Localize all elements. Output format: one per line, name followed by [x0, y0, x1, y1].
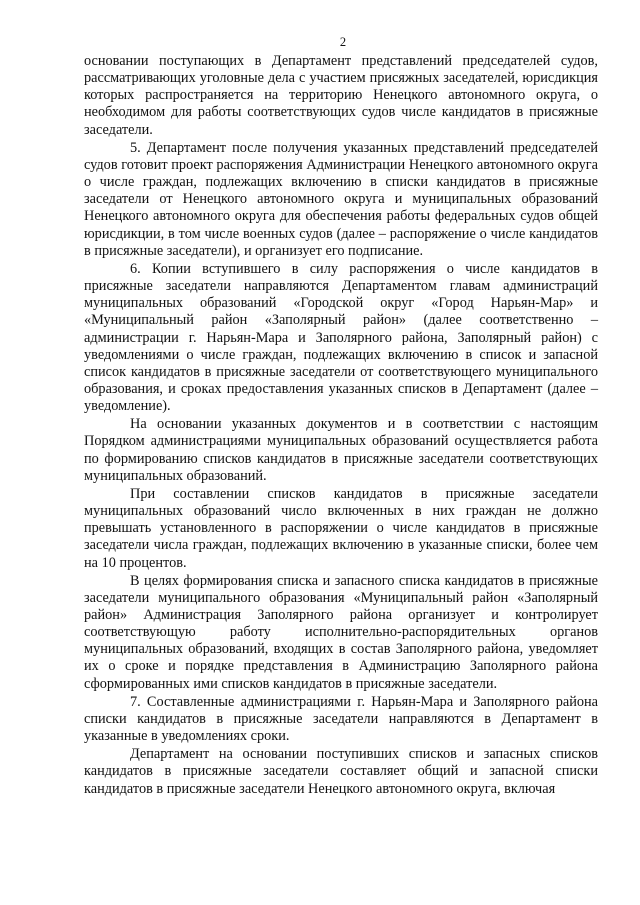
paragraph: На основании указанных документов и в соответствии с настоящим Порядком администрациями муниципальных образований осуществляется работа по формированию списков кандидатов в присяжные заседатели соответствующих муниципальных образований.	[84, 416, 598, 484]
paragraph: При составлении списков кандидатов в присяжные заседатели муниципальных образований число включенных в них граждан не должно превышать установленного в распоряжении о числе кандидатов в присяжные заседатели числа граждан, подлежащих включению в указанные списки, более чем на 10 процентов.	[84, 485, 598, 571]
document-body	[84, 53, 598, 798]
paragraph: В целях формирования списка и запасного списка кандидатов в присяжные заседатели муниципального образования «Муниципальный район «Заполярный район» Администрация Заполярного района организует и контролирует соответствующую работу исполнительно-распорядительных органов муниципальных образований, входящих в состав Заполярного района, уведомляет их о сроке и порядке представления в Администрацию Заполярного района сформированных ими списков кандидатов в присяжные заседатели.	[84, 572, 598, 692]
paragraph: 6. Копии вступившего в силу распоряжения о числе кандидатов в присяжные заседатели направляются Департаментом главам администраций муниципальных образований «Городской округ «Город Нарьян-Мар» и «Муниципальный район «Заполярный район» (далее соответственно – администрации г. Нарьян-Мара и Заполярного района, Заполярный район) с уведомлениями о числе граждан, подлежащих включению в список и запасной список кандидатов в присяжные заседатели от соответствующего муниципального образования, и сроках предоставления указанных списков в Департамент (далее – уведомление).	[84, 260, 598, 415]
page-number: 2	[339, 35, 347, 49]
paragraph: основании поступающих в Департамент представлений председателей судов, рассматривающих уголовные дела с участием присяжных заседателей, юрисдикция которых распространяется на территорию Ненецкого автономного округа, о необходимом для работы соответствующих судов числе кандидатов в присяжные заседатели.	[84, 53, 598, 138]
paragraph: 5. Департамент после получения указанных представлений председателей судов готовит проект распоряжения Администрации Ненецкого автономного округа о числе граждан, подлежащих включению в списки кандидатов в присяжные заседатели от Ненецкого автономного округа и муниципальных образований Ненецкого автономного округа для обеспечения работы федеральных судов общей юрисдикции, в том числе военных судов (далее – распоряжение о числе кандидатов в присяжные заседатели), и организует его подписание.	[84, 139, 598, 259]
paragraph: 7. Составленные администрациями г. Нарьян-Мара и Заполярного района списки кандидатов в присяжные заседатели направляются в Департамент в указанные в уведомлениях сроки.	[84, 693, 598, 745]
paragraph: Департамент на основании поступивших списков и запасных списков кандидатов в присяжные заседатели составляет общий и запасной списки кандидатов в присяжные заседатели Ненецкого автономного округа, включая	[84, 746, 598, 797]
document-page	[84, 34, 598, 798]
